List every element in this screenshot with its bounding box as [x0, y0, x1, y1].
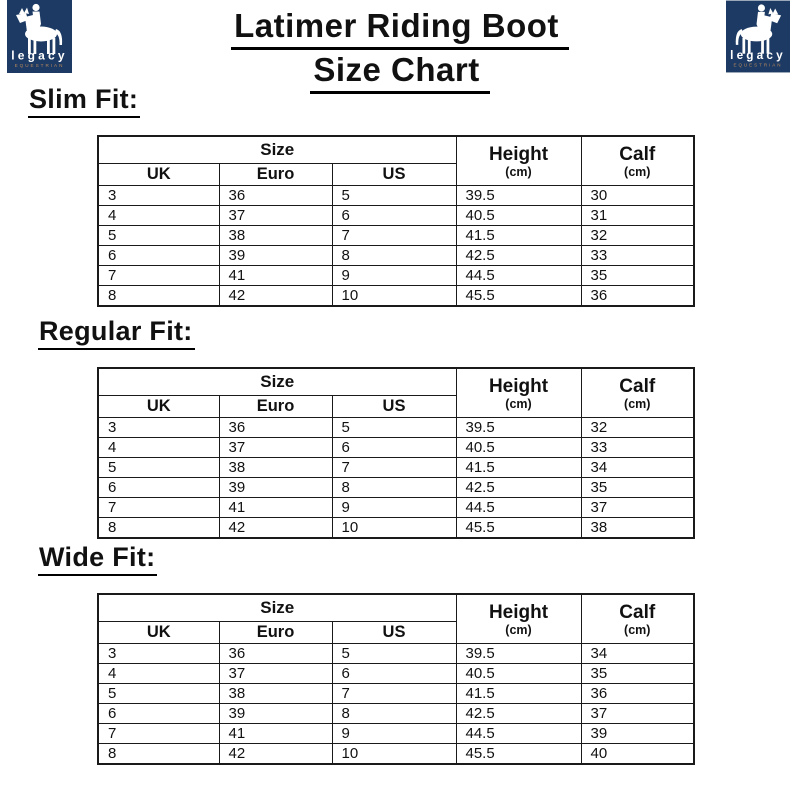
col-header-us: US: [332, 164, 456, 186]
size-cell: 35: [581, 478, 694, 498]
size-cell: 3: [98, 186, 219, 206]
size-row: [98, 498, 694, 518]
size-cell: 10: [332, 744, 456, 765]
size-cell: 6: [332, 438, 456, 458]
col-header-calf: Calf (cm): [581, 594, 694, 644]
size-cell: 38: [219, 684, 332, 704]
size-cell: 40.5: [456, 206, 581, 226]
size-cell: 42.5: [456, 478, 581, 498]
col-header-height: Height (cm): [456, 136, 581, 186]
size-cell: 9: [332, 498, 456, 518]
size-cell: 37: [581, 498, 694, 518]
col-header-calf: Calf (cm): [581, 368, 694, 418]
size-row: [98, 266, 694, 286]
size-cell: 41.5: [456, 226, 581, 246]
col-header-size-group: Size: [98, 594, 456, 622]
size-cell: 6: [98, 478, 219, 498]
size-cell: 44.5: [456, 498, 581, 518]
size-cell: 39: [219, 246, 332, 266]
section-heading: Regular Fit:: [38, 316, 800, 350]
brand-tagline: EQUESTRIAN: [733, 62, 783, 68]
size-cell: 5: [332, 186, 456, 206]
size-cell: 10: [332, 286, 456, 307]
size-cell: 34: [581, 644, 694, 664]
col-header-uk: UK: [98, 622, 219, 644]
size-table: [97, 593, 695, 765]
col-header-us: US: [332, 396, 456, 418]
size-cell: 32: [581, 418, 694, 438]
size-cell: 36: [581, 684, 694, 704]
size-cell: 41: [219, 724, 332, 744]
size-cell: 36: [219, 644, 332, 664]
size-cell: 8: [332, 704, 456, 724]
size-table: [97, 367, 695, 539]
size-cell: 41.5: [456, 458, 581, 478]
fit-section-slim: [0, 84, 800, 307]
size-cell: 35: [581, 664, 694, 684]
size-row: [98, 744, 694, 765]
size-cell: 10: [332, 518, 456, 539]
size-cell: 37: [581, 704, 694, 724]
col-header-calf: Calf (cm): [581, 136, 694, 186]
size-cell: 40.5: [456, 438, 581, 458]
col-header-uk: UK: [98, 164, 219, 186]
col-header-size-group: Size: [98, 368, 456, 396]
col-header-uk: UK: [98, 396, 219, 418]
size-cell: 4: [98, 206, 219, 226]
section-heading: Wide Fit:: [38, 542, 800, 576]
size-cell: 33: [581, 246, 694, 266]
section-heading: Slim Fit:: [28, 84, 800, 118]
size-cell: 7: [98, 724, 219, 744]
size-row: [98, 704, 694, 724]
brand-tagline: EQUESTRIAN: [14, 63, 65, 68]
size-cell: 7: [332, 684, 456, 704]
size-row: [98, 418, 694, 438]
size-row: [98, 458, 694, 478]
size-row: [98, 664, 694, 684]
size-cell: 32: [581, 226, 694, 246]
size-cell: 7: [332, 458, 456, 478]
size-cell: 41: [219, 498, 332, 518]
col-header-euro: Euro: [219, 396, 332, 418]
size-cell: 7: [98, 266, 219, 286]
size-cell: 8: [98, 286, 219, 307]
size-row: [98, 438, 694, 458]
size-row: [98, 226, 694, 246]
size-cell: 37: [219, 206, 332, 226]
size-row: [98, 644, 694, 664]
size-cell: 38: [219, 226, 332, 246]
size-row: [98, 724, 694, 744]
size-table: [97, 135, 695, 307]
fit-section-regular: [0, 316, 800, 539]
size-cell: 38: [581, 518, 694, 539]
brand-wordmark: legacy: [730, 48, 786, 63]
page-title-line-1: Latimer Riding Boot: [0, 6, 800, 50]
size-cell: 39.5: [456, 644, 581, 664]
size-cell: 4: [98, 664, 219, 684]
size-cell: 6: [98, 704, 219, 724]
size-cell: 7: [332, 226, 456, 246]
col-header-size-group: Size: [98, 136, 456, 164]
size-cell: 31: [581, 206, 694, 226]
col-header-euro: Euro: [219, 622, 332, 644]
size-cell: 5: [98, 458, 219, 478]
col-header-height: Height (cm): [456, 594, 581, 644]
size-cell: 35: [581, 266, 694, 286]
size-cell: 8: [98, 744, 219, 765]
size-cell: 7: [98, 498, 219, 518]
size-cell: 9: [332, 266, 456, 286]
size-cell: 41: [219, 266, 332, 286]
size-cell: 36: [219, 186, 332, 206]
fit-section-wide: [0, 542, 800, 765]
size-row: [98, 518, 694, 539]
size-cell: 37: [219, 438, 332, 458]
size-cell: 8: [98, 518, 219, 539]
size-cell: 8: [332, 478, 456, 498]
size-cell: 6: [332, 206, 456, 226]
size-cell: 5: [98, 684, 219, 704]
size-cell: 6: [332, 664, 456, 684]
size-cell: 42.5: [456, 246, 581, 266]
size-cell: 45.5: [456, 286, 581, 307]
size-cell: 42: [219, 286, 332, 307]
size-cell: 4: [98, 438, 219, 458]
size-cell: 36: [581, 286, 694, 307]
page-title: [0, 6, 800, 94]
size-row: [98, 186, 694, 206]
size-cell: 42: [219, 744, 332, 765]
size-cell: 8: [332, 246, 456, 266]
size-row: [98, 286, 694, 307]
size-cell: 45.5: [456, 518, 581, 539]
size-cell: 30: [581, 186, 694, 206]
size-cell: 3: [98, 418, 219, 438]
size-cell: 39: [219, 704, 332, 724]
size-cell: 42: [219, 518, 332, 539]
size-cell: 41.5: [456, 684, 581, 704]
size-cell: 44.5: [456, 724, 581, 744]
brand-wordmark: legacy: [11, 48, 68, 63]
col-header-euro: Euro: [219, 164, 332, 186]
page-title-line-2: Size Chart: [0, 50, 800, 94]
size-cell: 9: [332, 724, 456, 744]
size-cell: 38: [219, 458, 332, 478]
size-cell: 5: [332, 644, 456, 664]
size-cell: 6: [98, 246, 219, 266]
size-row: [98, 684, 694, 704]
size-cell: 42.5: [456, 704, 581, 724]
size-row: [98, 206, 694, 226]
size-cell: 44.5: [456, 266, 581, 286]
size-cell: 34: [581, 458, 694, 478]
col-header-us: US: [332, 622, 456, 644]
size-row: [98, 246, 694, 266]
size-row: [98, 478, 694, 498]
size-cell: 33: [581, 438, 694, 458]
size-cell: 36: [219, 418, 332, 438]
size-cell: 5: [332, 418, 456, 438]
size-cell: 39: [581, 724, 694, 744]
size-cell: 37: [219, 664, 332, 684]
size-cell: 40.5: [456, 664, 581, 684]
size-cell: 39: [219, 478, 332, 498]
size-cell: 45.5: [456, 744, 581, 765]
size-cell: 39.5: [456, 186, 581, 206]
size-cell: 39.5: [456, 418, 581, 438]
col-header-height: Height (cm): [456, 368, 581, 418]
size-cell: 5: [98, 226, 219, 246]
size-cell: 40: [581, 744, 694, 765]
size-cell: 3: [98, 644, 219, 664]
